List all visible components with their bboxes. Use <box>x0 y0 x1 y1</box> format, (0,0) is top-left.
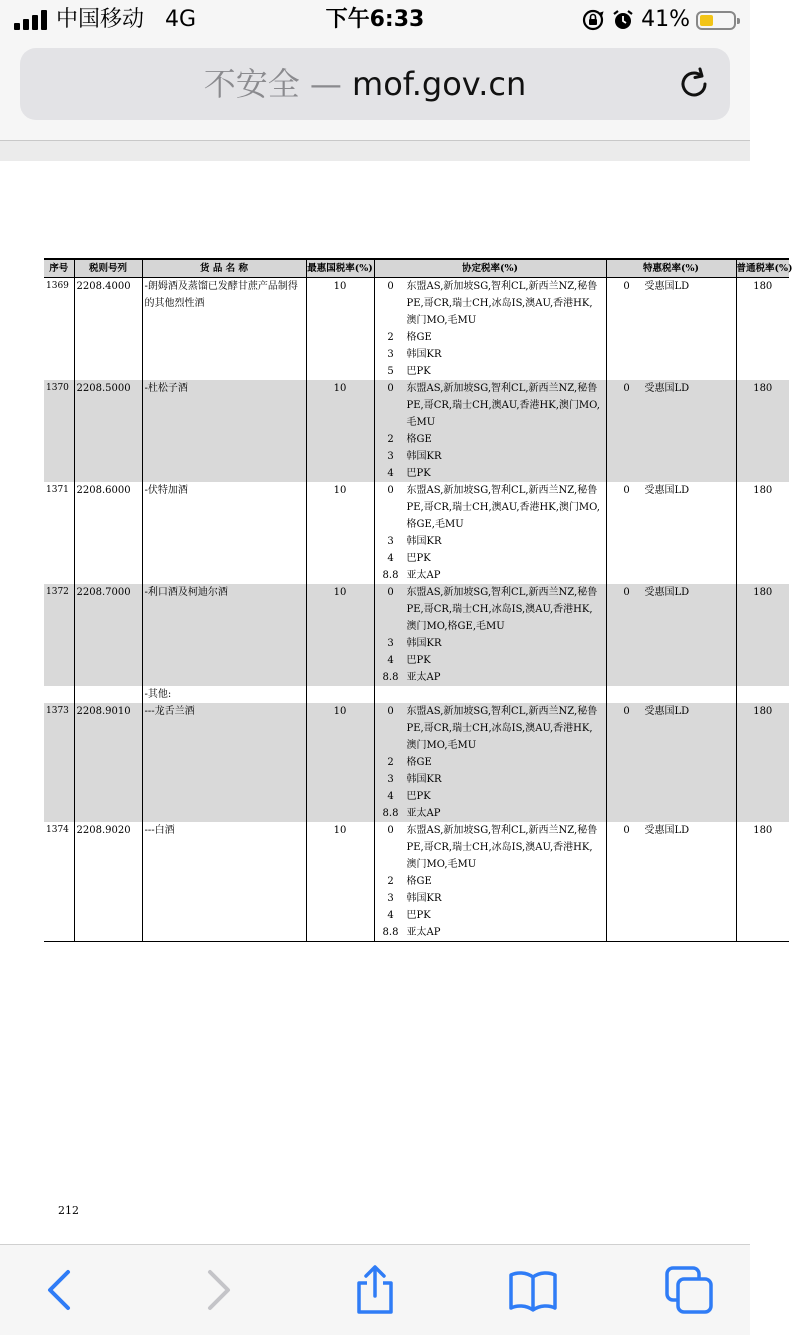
share-icon[interactable] <box>350 1265 400 1315</box>
cell-name: ---龙舌兰酒 <box>142 703 306 822</box>
preferential-line <box>609 703 734 720</box>
agreement-rate: 0 <box>387 281 394 292</box>
page-number: 212 <box>58 1204 79 1217</box>
preferential-countries: 受惠国LD <box>644 383 690 394</box>
bookmarks-icon[interactable] <box>508 1265 558 1315</box>
cell-mfn: 10 <box>306 822 374 942</box>
agreement-rate: 0 <box>387 587 394 598</box>
agreement-countries: 东盟AS,新加坡SG,智利CL,新西兰NZ,秘鲁PE,哥CR,瑞士CH,冰岛IS,澳AU,香港HK,澳门MO,毛MU <box>406 825 598 870</box>
cell-preferential <box>606 584 736 686</box>
preferential-line <box>609 822 734 839</box>
cell-name: -其他: <box>142 686 306 703</box>
cell-name: -伏特加酒 <box>142 482 306 584</box>
cell-mfn: 10 <box>306 584 374 686</box>
agreement-rate: 0 <box>387 825 394 836</box>
cell-seq: 1369 <box>46 281 69 291</box>
cell-general <box>736 686 789 703</box>
cell-mfn: 10 <box>306 278 374 381</box>
agreement-line <box>375 805 606 822</box>
agreement-countries: 东盟AS,新加坡SG,智利CL,新西兰NZ,秘鲁PE,哥CR,瑞士CH,澳AU,香港HK,澳门MO,毛MU <box>406 383 600 428</box>
cell-name: -杜松子酒 <box>142 380 306 482</box>
agreement-line <box>375 754 606 771</box>
browser-top-bar <box>0 40 750 140</box>
preferential-countries: 受惠国LD <box>644 485 690 496</box>
agreement-rate: 4 <box>387 553 394 564</box>
agreement-line <box>375 465 606 482</box>
cell-code: 2208.9010 <box>74 703 142 822</box>
agreement-line <box>375 482 606 533</box>
preferential-rate: 0 <box>623 706 630 717</box>
cell-agreement <box>374 703 606 822</box>
table-row <box>44 278 789 381</box>
cell-seq: 1373 <box>44 703 74 822</box>
agreement-line <box>375 924 606 941</box>
cell-agreement <box>374 686 606 703</box>
alarm-icon <box>611 8 635 32</box>
agreement-rate: 8.8 <box>382 808 399 819</box>
table-row <box>44 822 789 942</box>
agreement-line <box>375 907 606 924</box>
preferential-line <box>609 584 734 601</box>
cell-seq: 1374 <box>44 822 74 942</box>
cell-agreement <box>374 278 606 381</box>
cell-agreement <box>374 822 606 942</box>
cell-preferential <box>606 822 736 942</box>
table-header <box>44 259 789 278</box>
cell-code: 2208.7000 <box>74 584 142 686</box>
agreement-countries: 韩国KR <box>406 893 442 904</box>
agreement-rate: 3 <box>387 638 394 649</box>
agreement-line <box>375 703 606 754</box>
preferential-line <box>609 482 734 499</box>
preferential-line <box>609 380 734 397</box>
agreement-rate: 5 <box>387 366 394 377</box>
agreement-countries: 东盟AS,新加坡SG,智利CL,新西兰NZ,秘鲁PE,哥CR,瑞士CH,冰岛IS,澳AU,香港HK,澳门MO,格GE,毛MU <box>406 587 598 632</box>
agreement-countries: 韩国KR <box>406 638 442 649</box>
cell-preferential <box>606 278 736 381</box>
url-dash: — <box>309 65 342 103</box>
url-domain: mof.gov.cn <box>352 65 527 103</box>
agreement-rate: 3 <box>387 349 394 360</box>
agreement-line <box>375 329 606 346</box>
table-row <box>44 686 789 703</box>
agreement-rate: 0 <box>387 383 394 394</box>
cell-preferential <box>606 703 736 822</box>
address-bar[interactable] <box>20 48 730 120</box>
agreement-rate: 2 <box>387 434 394 445</box>
agreement-rate: 8.8 <box>382 672 399 683</box>
agreement-countries: 巴PK <box>406 553 431 564</box>
table-row <box>44 380 789 482</box>
document-page <box>0 161 793 1244</box>
header-seq: 序号 <box>44 259 74 278</box>
header-name: 货 品 名 称 <box>142 259 306 278</box>
forward-icon[interactable] <box>192 1265 242 1315</box>
agreement-rate: 4 <box>387 468 394 479</box>
agreement-rate: 2 <box>387 332 394 343</box>
reload-icon[interactable] <box>674 64 714 104</box>
cell-agreement <box>374 584 606 686</box>
preferential-rate: 0 <box>623 281 630 292</box>
header-code: 税则号列 <box>74 259 142 278</box>
agreement-line <box>375 873 606 890</box>
agreement-rate: 2 <box>387 757 394 768</box>
agreement-countries: 巴PK <box>406 655 431 666</box>
agreement-rate: 4 <box>387 791 394 802</box>
agreement-countries: 格GE <box>406 757 432 768</box>
cell-agreement <box>374 482 606 584</box>
agreement-countries: 巴PK <box>406 468 431 479</box>
agreement-countries: 东盟AS,新加坡SG,智利CL,新西兰NZ,秘鲁PE,哥CR,瑞士CH,澳AU,香港HK,澳门MO,格GE,毛MU <box>406 485 600 530</box>
cell-mfn: 10 <box>306 482 374 584</box>
preferential-rate: 0 <box>623 825 630 836</box>
header-preferential: 特惠税率(%) <box>606 259 736 278</box>
table-row <box>44 703 789 822</box>
battery-fill <box>700 15 713 26</box>
cell-preferential <box>606 482 736 584</box>
cell-general: 180 <box>736 703 789 822</box>
agreement-countries: 韩国KR <box>406 451 442 462</box>
agreement-line <box>375 635 606 652</box>
cell-name: -朗姆酒及蒸馏已发酵甘蔗产品制得的其他烈性酒 <box>142 278 306 381</box>
battery-nub <box>737 18 740 24</box>
agreement-line <box>375 346 606 363</box>
agreement-rate: 3 <box>387 451 394 462</box>
agreement-countries: 格GE <box>406 876 432 887</box>
agreement-line <box>375 363 606 380</box>
table-body <box>44 278 789 942</box>
cell-seq: 1370 <box>44 380 74 482</box>
agreement-rate: 3 <box>387 774 394 785</box>
preferential-countries: 受惠国LD <box>644 706 690 717</box>
agreement-line <box>375 584 606 635</box>
cell-preferential <box>606 380 736 482</box>
preferential-countries: 受惠国LD <box>644 281 690 292</box>
preferential-countries: 受惠国LD <box>644 825 690 836</box>
cell-name: ---白酒 <box>142 822 306 942</box>
battery-icon <box>696 11 736 30</box>
agreement-line <box>375 448 606 465</box>
cell-seq: 1371 <box>46 485 69 495</box>
agreement-rate: 8.8 <box>382 927 399 938</box>
cell-preferential <box>606 686 736 703</box>
cell-mfn: 10 <box>306 380 374 482</box>
agreement-countries: 韩国KR <box>406 774 442 785</box>
agreement-line <box>375 550 606 567</box>
browser-toolbar <box>0 1244 750 1335</box>
agreement-rate: 2 <box>387 876 394 887</box>
cell-general: 180 <box>736 380 789 482</box>
header-general: 普通税率(%) <box>736 259 789 278</box>
cell-code: 2208.6000 <box>74 482 142 584</box>
preferential-rate: 0 <box>623 485 630 496</box>
agreement-rate: 3 <box>387 893 394 904</box>
agreement-rate: 0 <box>387 485 394 496</box>
agreement-countries: 东盟AS,新加坡SG,智利CL,新西兰NZ,秘鲁PE,哥CR,瑞士CH,冰岛IS,澳AU,香港HK,澳门MO,毛MU <box>406 706 598 751</box>
agreement-line <box>375 669 606 686</box>
agreement-countries: 亚太AP <box>406 672 441 683</box>
agreement-countries: 东盟AS,新加坡SG,智利CL,新西兰NZ,秘鲁PE,哥CR,瑞士CH,冰岛IS,澳AU,香港HK,澳门MO,毛MU <box>406 281 598 326</box>
cell-code: 2208.5000 <box>74 380 142 482</box>
agreement-countries: 韩国KR <box>406 536 442 547</box>
tariff-table <box>44 258 793 942</box>
preferential-rate: 0 <box>623 587 630 598</box>
agreement-line <box>375 380 606 431</box>
preferential-rate: 0 <box>623 383 630 394</box>
agreement-rate: 8.8 <box>382 570 399 581</box>
agreement-line <box>375 431 606 448</box>
cell-general: 180 <box>736 584 789 686</box>
agreement-line <box>375 822 606 873</box>
cell-seq <box>44 686 74 703</box>
rotation-lock-icon <box>581 8 605 32</box>
battery-percent: 41% <box>641 7 690 32</box>
agreement-countries: 格GE <box>406 434 432 445</box>
cell-code: 2208.4000 <box>74 278 142 381</box>
insecure-label: 不安全 <box>203 65 300 103</box>
agreement-countries: 亚太AP <box>406 927 441 938</box>
agreement-countries: 亚太AP <box>406 570 441 581</box>
cell-general: 180 <box>736 278 789 381</box>
cell-general: 180 <box>736 482 789 584</box>
agreement-countries: 格GE <box>406 332 432 343</box>
cell-code <box>74 686 142 703</box>
cell-mfn <box>306 686 374 703</box>
cell-name: -利口酒及柯迪尔酒 <box>142 584 306 686</box>
agreement-line <box>375 652 606 669</box>
back-icon[interactable] <box>36 1265 86 1315</box>
preferential-countries: 受惠国LD <box>644 587 690 598</box>
agreement-line <box>375 567 606 584</box>
network-type: 4G <box>165 7 197 32</box>
clock: 下午6:33 <box>325 7 425 32</box>
content-separator <box>0 140 750 161</box>
header-agreement: 协定税率(%) <box>374 259 606 278</box>
agreement-line <box>375 278 606 329</box>
cell-seq: 1372 <box>44 584 74 686</box>
tabs-icon[interactable] <box>664 1265 714 1315</box>
agreement-rate: 0 <box>387 706 394 717</box>
agreement-countries: 巴PK <box>406 910 431 921</box>
cell-code: 2208.9020 <box>74 822 142 942</box>
agreement-countries: 韩国KR <box>406 349 442 360</box>
agreement-line <box>375 771 606 788</box>
cell-mfn: 10 <box>306 703 374 822</box>
status-right <box>581 6 736 34</box>
carrier-name: 中国移动 <box>56 7 145 32</box>
agreement-rate: 4 <box>387 910 394 921</box>
agreement-countries: 巴PK <box>406 366 431 377</box>
cell-general: 180 <box>736 822 789 942</box>
agreement-line <box>375 890 606 907</box>
table-row <box>44 584 789 686</box>
preferential-line <box>609 278 734 295</box>
agreement-rate: 4 <box>387 655 394 666</box>
agreement-line <box>375 533 606 550</box>
agreement-rate: 3 <box>387 536 394 547</box>
cell-agreement <box>374 380 606 482</box>
address-text[interactable] <box>20 48 710 120</box>
header-mfn: 最惠国税率(%) <box>306 259 374 278</box>
agreement-countries: 亚太AP <box>406 808 441 819</box>
agreement-line <box>375 788 606 805</box>
agreement-countries: 巴PK <box>406 791 431 802</box>
status-bar <box>0 0 750 40</box>
table-row <box>44 482 789 584</box>
